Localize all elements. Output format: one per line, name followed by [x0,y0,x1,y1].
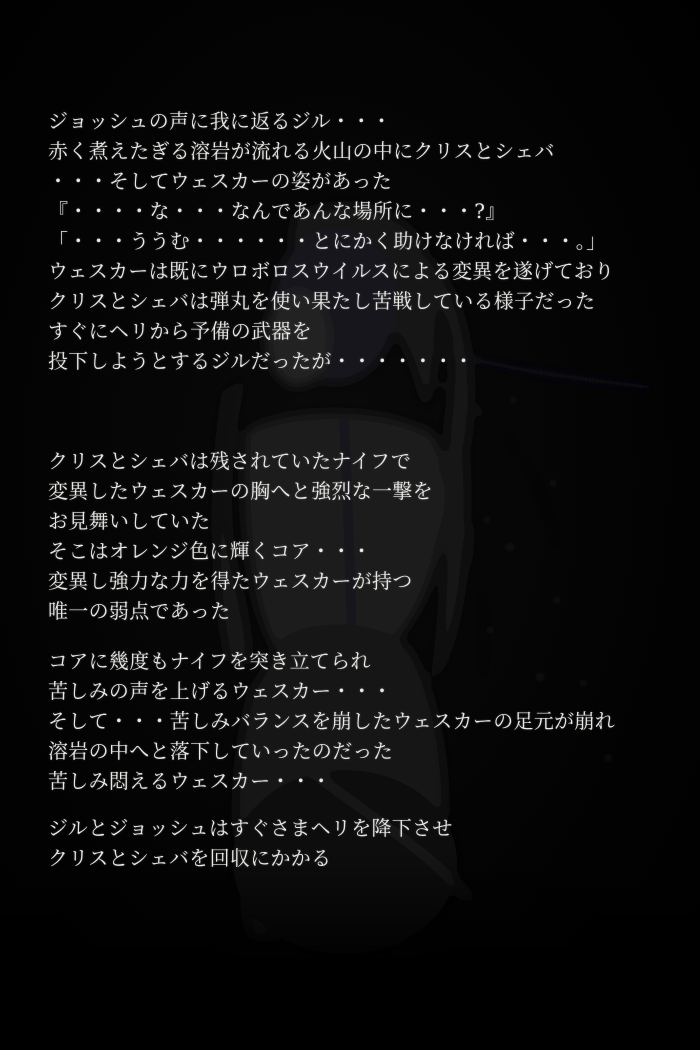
story-paragraph-3 [48,646,615,796]
story-line: ジルとジョッシュはすぐさまヘリを降下させ [48,816,453,840]
story-line: ジョッシュの声に我に返るジル・・・ [48,109,392,133]
story-line: 苦しみの声を上げるウェスカー・・・ [48,679,393,703]
story-line: 唯一の弱点であった [48,599,231,623]
story-line: お見舞いしていた [48,509,211,533]
story-paragraph-1 [48,106,614,376]
story-line-dialogue: 『・・・・な・・・なんであんな場所に・・・?』 [48,199,506,223]
story-line: そして・・・苦しみバランスを崩したウェスカーの足元が崩れ [48,709,615,733]
story-line: クリスとシェバは残されていたナイフで [48,449,412,473]
story-paragraph-2 [48,446,433,626]
story-line: 変異したウェスカーの胸へと強烈な一撃を [48,479,433,503]
story-paragraph-4 [48,813,453,873]
story-line-dialogue: 「・・・ううむ・・・・・・とにかく助けなければ・・・。」 [48,229,607,253]
story-line: すぐにヘリから予備の武器を [48,319,312,343]
story-line: 変異し強力な力を得たウェスカーが持つ [48,569,413,593]
story-line: クリスとシェバを回収にかかる [48,846,332,870]
story-line: 苦しみ悶えるウェスカー・・・ [48,769,332,793]
story-line: 溶岩の中へと落下していったのだった [48,739,394,763]
story-line: ウェスカーは既にウロボロスウイルスによる変異を遂げており [48,259,615,283]
story-line: 投下しようとするジルだったが・・・・・・・ [48,349,474,373]
story-line: クリスとシェバは弾丸を使い果たし苦戦している様子だった [48,289,596,313]
story-line: 赤く煮えたぎる溶岩が流れる火山の中にクリスとシェバ [48,139,555,163]
story-line: コアに幾度もナイフを突き立てられ [48,649,371,673]
story-line: ・・・そしてウェスカーの姿があった [48,169,393,193]
story-line: そこはオレンジ色に輝くコア・・・ [48,539,372,563]
